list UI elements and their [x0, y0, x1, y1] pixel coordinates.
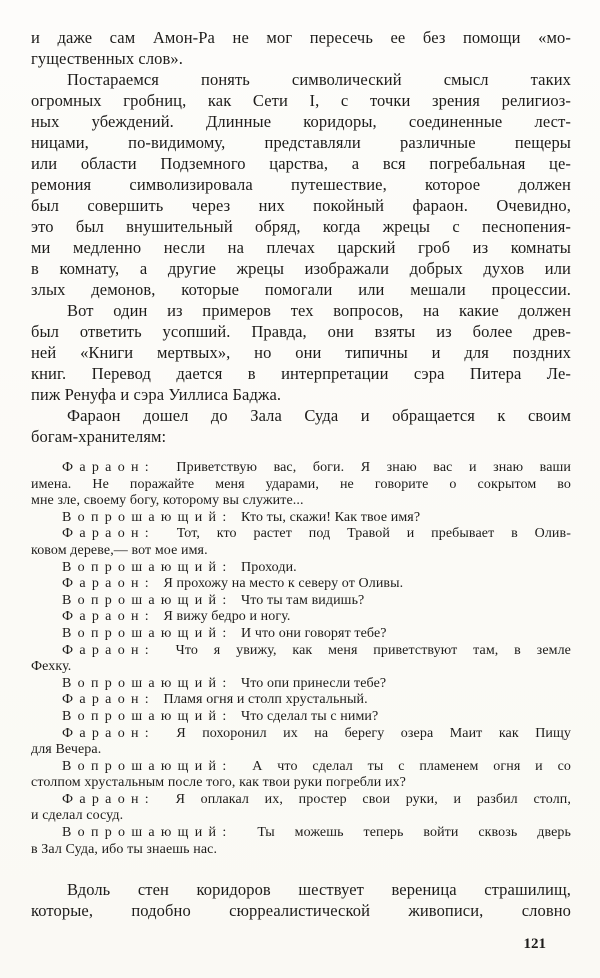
- speaker-name: Фараон:: [62, 576, 155, 592]
- text-line: пиж Ренуфа и сэра Уиллиса Баджа.: [31, 385, 282, 404]
- dialogue-line: в Зал Суда, ибо ты знаешь нас.: [31, 841, 218, 857]
- text-line: ницами, по-видимому, представляли различные пещеры: [31, 133, 571, 152]
- text-line: ных убеждений. Длинные коридоры, соединенные лест-: [31, 112, 571, 131]
- speaker-name: Вопрошающий:: [62, 559, 233, 575]
- speaker-name: Фараон:: [62, 692, 155, 708]
- dialogue-line: [31, 460, 571, 477]
- text-column: [31, 27, 571, 921]
- line-text: Что я увижу, как меня приветствуют там, в земле: [175, 642, 571, 658]
- text-line: Фараон дошел до Зала Суда и обращается к своим: [67, 406, 571, 425]
- text-line: ремония символизировала путешествие, которое должен: [31, 175, 571, 194]
- speaker-name: Вопрошающий:: [62, 675, 233, 691]
- dialogue-block: [31, 460, 571, 858]
- text-line: книг. Перевод дается в интерпретации сэра Питера Ле-: [31, 364, 571, 383]
- text-line: в комнату, а другие жрецы изображали добрых духов или: [31, 259, 571, 278]
- line-text: Кто ты, скажи! Как твое имя?: [241, 509, 421, 525]
- speaker-name: Вопрошающий:: [62, 509, 233, 525]
- speaker-name: Фараон:: [62, 791, 155, 807]
- dialogue-line: мне зле, своему богу, которому вы служите...: [31, 493, 304, 509]
- speaker-name: Фараон:: [62, 642, 155, 658]
- speaker-name: Фараон:: [62, 460, 155, 475]
- speaker-name: Вопрошающий:: [62, 825, 233, 841]
- speaker-name: Вопрошающий:: [62, 708, 233, 724]
- speaker-name: Фараон:: [62, 526, 155, 542]
- line-text: А что сделал ты с пламенем огня и со: [252, 758, 571, 774]
- text-line: злых демонов, которые помогали или мешали процессии.: [31, 280, 571, 299]
- dialogue-line: [31, 576, 571, 593]
- dialogue-line: [31, 609, 571, 626]
- dialogue-line: [31, 676, 571, 693]
- dialogue-line: и сделал сосуд.: [31, 808, 124, 824]
- text-line: огромных гробниц, как Сети I, с точки зрения религиоз-: [31, 91, 571, 110]
- text-line: богам-хранителям:: [31, 427, 167, 446]
- dialogue-line: [31, 560, 571, 577]
- dialogue-line: Фехку.: [31, 659, 72, 675]
- dialogue-line: [31, 526, 571, 543]
- line-text: Что опи принесли тебе?: [241, 675, 387, 691]
- dialogue-line: ковом дереве,— вот мое имя.: [31, 542, 208, 558]
- text-line: Вот один из примеров тех вопросов, на какие должен: [67, 301, 571, 320]
- line-text: Тот, кто растет под Травой и пребывает в Олив-: [176, 526, 571, 542]
- paragraph-examples: [31, 300, 571, 405]
- speaker-name: Фараон:: [62, 725, 155, 741]
- paragraph-hall-of-judgement: [31, 405, 571, 447]
- text-line: Вдоль стен коридоров шествует вереница страшилищ,: [67, 880, 571, 900]
- paragraph-intro: [31, 27, 571, 69]
- dialogue-line: [31, 510, 571, 527]
- line-text: Я прохожу на место к северу от Оливы.: [163, 576, 404, 592]
- line-text: Я оплакал их, простер свои руки, и разбил столп,: [175, 791, 571, 807]
- dialogue-line: столпом хрустальным после того, как твои руки погребли их?: [31, 775, 406, 791]
- line-text: Что сделал ты с ними?: [241, 708, 379, 724]
- line-text: Я вижу бедро и ногу.: [163, 609, 291, 625]
- text-line: ми медленно несли на плечах царский гроб из комнаты: [31, 238, 571, 257]
- text-line: Постараемся понять символический смысл таких: [67, 70, 571, 89]
- text-line: гущественных слов».: [31, 49, 184, 68]
- text-line: был совершить через них покойный фараон. Очевидно,: [31, 196, 571, 215]
- paragraph-corridors: [31, 879, 571, 921]
- line-text: Что ты там видишь?: [241, 592, 365, 608]
- text-line: или области Подземного царства, а вся погребальная це-: [31, 154, 571, 173]
- text-line: и даже сам Амон-Ра не мог пересечь ее без помощи «мо-: [31, 28, 571, 47]
- dialogue-line: [31, 626, 571, 643]
- text-line: которые, подобно сюрреалистической живописи, словно: [31, 901, 571, 921]
- line-text: Приветствую вас, боги. Я знаю вас и знаю ваши: [176, 460, 571, 475]
- speaker-name: Вопрошающий:: [62, 592, 233, 608]
- dialogue-line: [31, 709, 571, 726]
- dialogue-line: [31, 825, 571, 842]
- dialogue-line: [31, 792, 571, 809]
- dialogue-line: [31, 643, 571, 660]
- line-text: Ты можешь теперь войти сквозь дверь: [257, 825, 572, 841]
- paragraph-symbolism: [31, 69, 571, 300]
- dialogue-line: для Вечера.: [31, 742, 102, 758]
- line-text: Пламя огня и столп хрустальный.: [163, 692, 368, 708]
- dialogue-line: [31, 692, 571, 709]
- speaker-name: Вопрошающий:: [62, 625, 233, 641]
- dialogue-line: [31, 593, 571, 610]
- text-line: был ответить усопший. Правда, они взяты из более древ-: [31, 322, 571, 341]
- line-text: Я похоронил их на берегу озера Маит как Пищу: [176, 725, 571, 741]
- dialogue-line: [31, 726, 571, 743]
- dialogue-line: [31, 759, 571, 776]
- speaker-name: Фараон:: [62, 609, 155, 625]
- page-number: 121: [523, 936, 546, 952]
- text-line: это был внушительный обряд, когда жрецы с песнопения-: [31, 217, 571, 236]
- dialogue-line: имена. Не поражайте меня ударами, не говорите о сокрытом во: [31, 476, 571, 492]
- text-line: ней «Книги мертвых», но они типичны и для поздних: [31, 343, 571, 362]
- speaker-name: Вопрошающий:: [62, 758, 233, 774]
- line-text: И что они говорят тебе?: [241, 625, 387, 641]
- line-text: Проходи.: [241, 559, 297, 575]
